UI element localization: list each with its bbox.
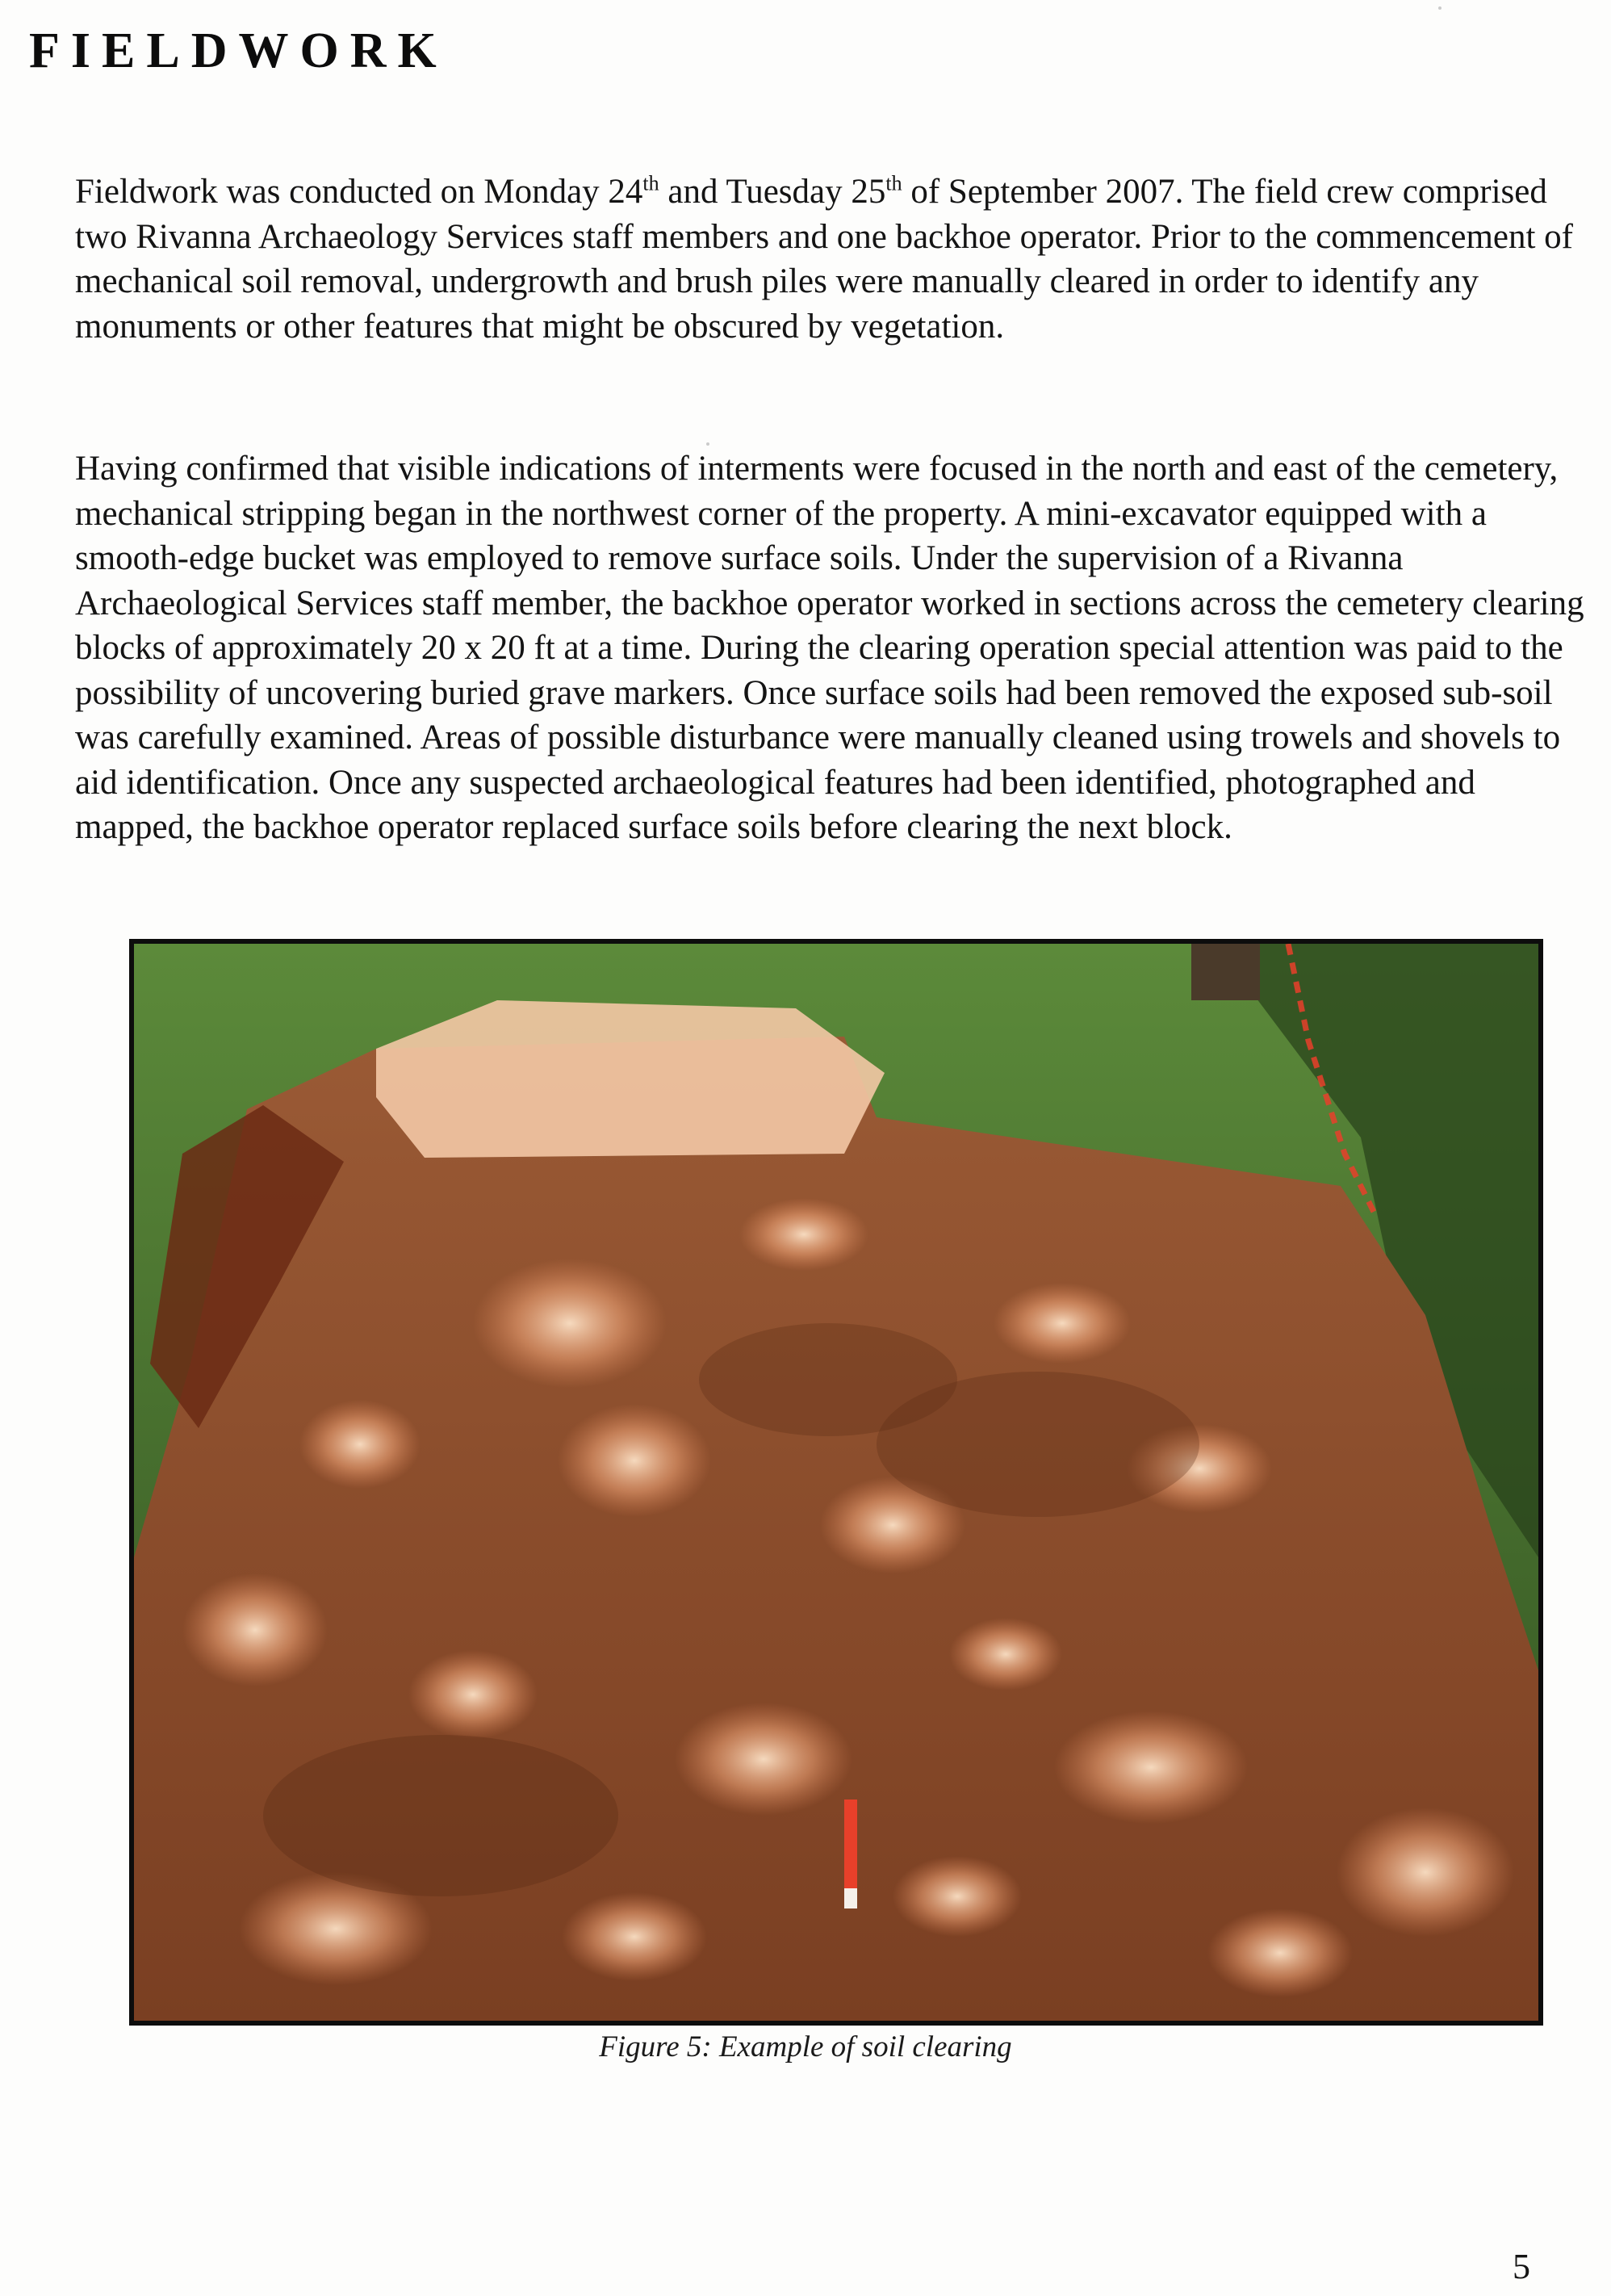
sun-patch: [473, 1259, 667, 1388]
survey-marker-tip: [844, 1888, 857, 1908]
page-heading: FIELDWORK: [29, 23, 448, 78]
paragraph-methodology: Having confirmed that visible indications of interments were focused in the north and east of the cemetery, mechanical stripping began in the northwest corner of the property. A mini-excavator equipped with a smooth-edge bucket was employed to remove surface soils. Under the supervision of a Rivanna Archaeological Services staff member, the backhoe operator worked in sections across the cemetery clearing blocks of approximately 20 x 20 ft at a time. During the clearing operation special attention was paid to the possibility of uncovering buried grave markers. Once surface soils had been removed the exposed sub-soil was carefully examined. Areas of possible disturbance were manually cleaned using trowels and shovels to aid identification. Once any suspected archaeological features had been identified, photographed and mapped, the backhoe operator replaced surface soils before clearing the next block.: [75, 450, 1584, 846]
sun-patch: [558, 1404, 711, 1517]
soil-clearing-photo: [129, 939, 1543, 2026]
sun-patch: [739, 1198, 868, 1271]
para1-text-run: of September 2007. The field crew comprised two Rivanna Archaeology Services staff members and one backhoe operator. Prior to the commencement of mechanical soil removal, undergrowth and brush piles were manually cleared in order to identify any monuments or other features that might be obscured by vegetation.: [75, 173, 1573, 346]
sun-patch: [408, 1650, 538, 1739]
ordinal-suffix: th: [885, 171, 902, 195]
scan-speck: [706, 442, 709, 446]
para1-text-run: Fieldwork was conducted on Monday 24: [75, 173, 643, 211]
shadow-patch: [263, 1735, 618, 1896]
sun-patch: [893, 1856, 1022, 1937]
shadow-patch: [699, 1323, 957, 1436]
sun-patch: [562, 1892, 707, 1981]
paragraph-fieldwork-dates: [75, 170, 1601, 349]
sun-patch: [1337, 1808, 1514, 1937]
sun-patch: [675, 1703, 852, 1816]
sun-patch: [1207, 1908, 1353, 1997]
scan-speck: [1438, 6, 1442, 10]
photo-illustration: [134, 944, 1538, 2021]
sun-patch: [182, 1573, 328, 1686]
ordinal-suffix: th: [642, 171, 659, 195]
figure-caption: Figure 5: Example of soil clearing: [599, 2030, 1012, 2063]
page-number: 5: [1513, 2247, 1530, 2286]
sunlit-bank: [376, 1000, 885, 1158]
sun-patch: [299, 1400, 421, 1489]
para1-text-run: and Tuesday 25: [659, 173, 886, 211]
sun-patch: [1054, 1711, 1248, 1824]
sun-patch: [994, 1283, 1131, 1364]
tree-trunk: [1191, 944, 1260, 1000]
sun-patch: [949, 1618, 1062, 1691]
